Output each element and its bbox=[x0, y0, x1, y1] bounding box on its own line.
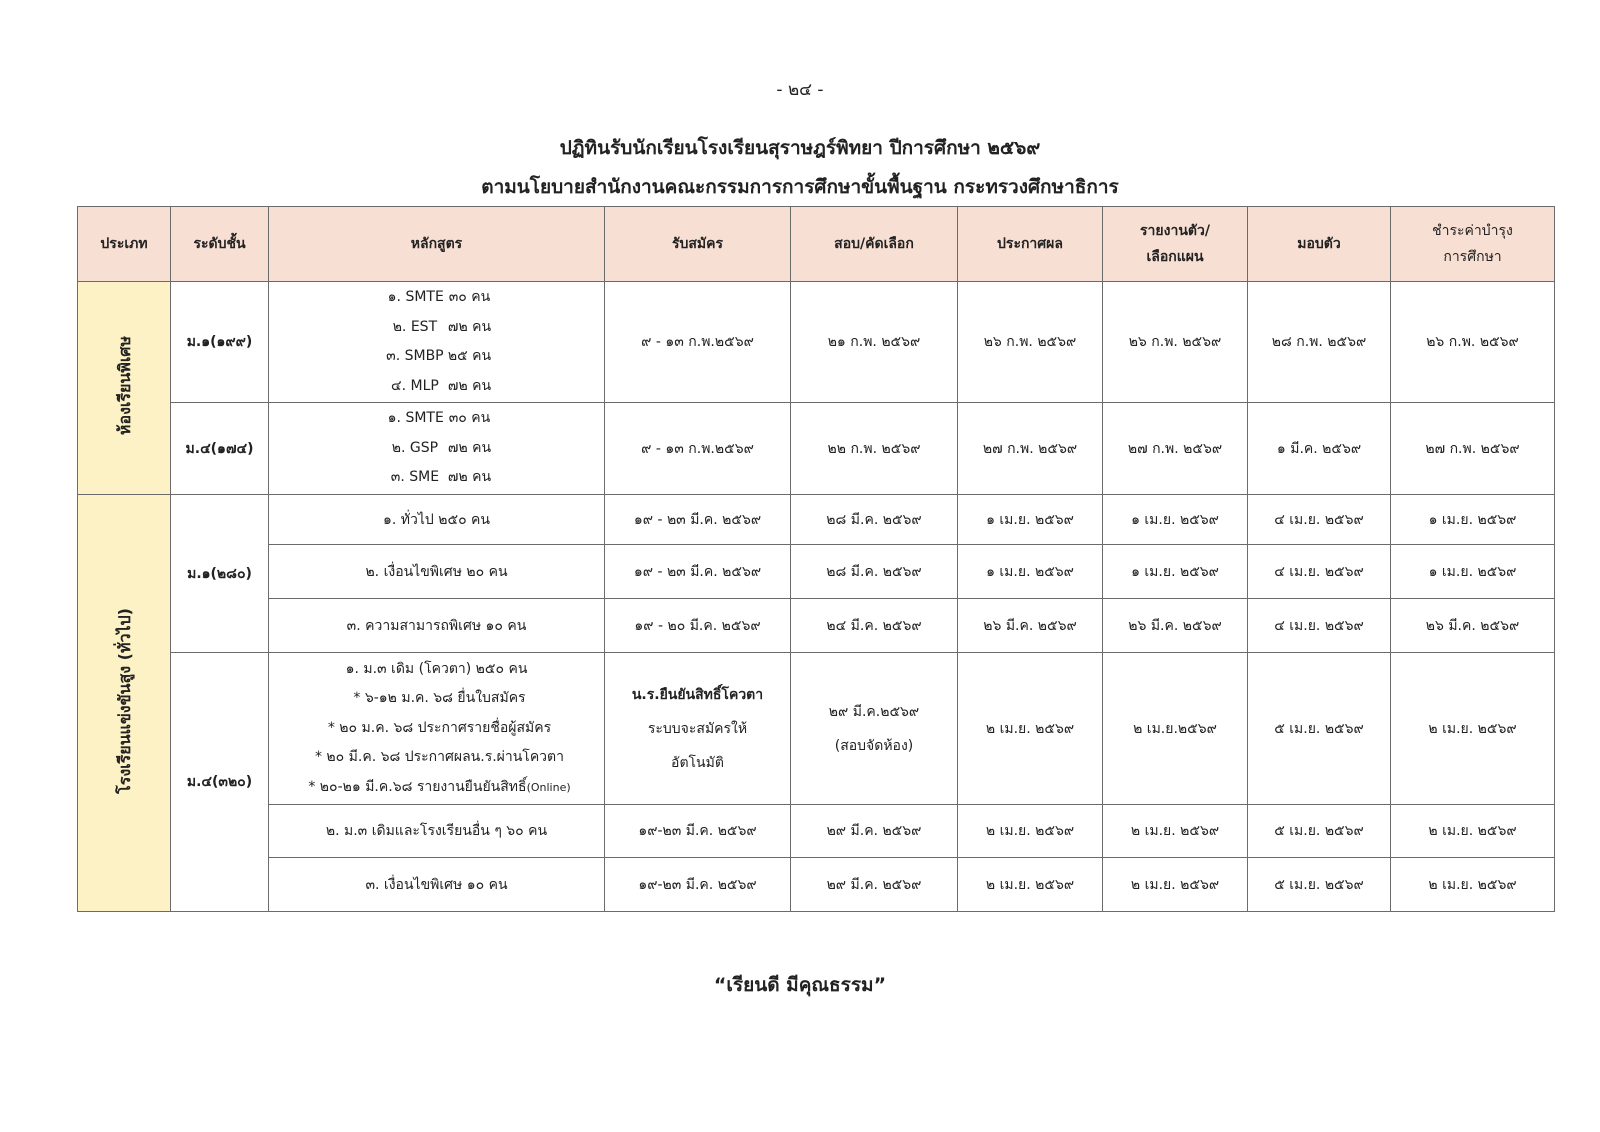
course-note: * ๒๐ ม.ค. ๖๘ ประกาศรายชื่อผู้สมัคร bbox=[327, 719, 552, 736]
header-announce: ประกาศผล bbox=[958, 207, 1103, 282]
fee-date: ๒๖ มี.ค. ๒๕๖๙ bbox=[1391, 599, 1555, 653]
apply-date: ๙ - ๑๓ ก.พ.๒๕๖๙ bbox=[605, 403, 791, 495]
report-date: ๒ เม.ย.๒๕๖๙ bbox=[1103, 653, 1248, 805]
course-note: * ๒๐-๒๑ มี.ค.๖๘ รายงานยืนยันสิทธิ์(Online) bbox=[308, 778, 571, 795]
handover-date: ๑ มี.ค. ๒๕๖๙ bbox=[1248, 403, 1391, 495]
category-general-label: โรงเรียนแข่งขันสูง (ทั่วไป) bbox=[114, 608, 134, 794]
header-course: หลักสูตร bbox=[269, 207, 605, 282]
report-date: ๑ เม.ย. ๒๕๖๙ bbox=[1103, 495, 1248, 545]
handover-date: ๔ เม.ย. ๒๕๖๙ bbox=[1248, 495, 1391, 545]
header-handover: มอบตัว bbox=[1248, 207, 1391, 282]
table-row bbox=[78, 545, 1555, 599]
level-cell: ม.๑(๒๘๐) bbox=[171, 495, 269, 653]
report-date: ๒ เม.ย. ๒๕๖๙ bbox=[1103, 805, 1248, 858]
exam-date: ๒๔ มี.ค. ๒๕๖๙ bbox=[791, 599, 958, 653]
report-date: ๒๖ มี.ค. ๒๕๖๙ bbox=[1103, 599, 1248, 653]
header-level: ระดับชั้น bbox=[171, 207, 269, 282]
announce-date: ๒ เม.ย. ๒๕๖๙ bbox=[958, 653, 1103, 805]
fee-date: ๑ เม.ย. ๒๕๖๙ bbox=[1391, 495, 1555, 545]
handover-date: ๔ เม.ย. ๒๕๖๙ bbox=[1248, 599, 1391, 653]
fee-date: ๒๖ ก.พ. ๒๕๖๙ bbox=[1391, 282, 1555, 403]
document-subtitle: ตามนโยบายสำนักงานคณะกรรมการการศึกษาขั้นพื้นฐาน กระทรวงศึกษาธิการ bbox=[481, 176, 1119, 198]
header-apply: รับสมัคร bbox=[605, 207, 791, 282]
course-item: ๔. MLP ๗๒ คน bbox=[391, 377, 492, 394]
table-row bbox=[78, 858, 1555, 912]
report-date: ๒๗ ก.พ. ๒๕๖๙ bbox=[1103, 403, 1248, 495]
level-cell: ม.๑(๑๙๙) bbox=[171, 282, 269, 403]
exam-date: ๒๙ มี.ค. ๒๕๖๙ bbox=[791, 805, 958, 858]
course-cell bbox=[269, 282, 605, 403]
exam-date: ๒๘ มี.ค. ๒๕๖๙ bbox=[791, 495, 958, 545]
category-general-cell bbox=[78, 495, 171, 912]
header-type: ประเภท bbox=[78, 207, 171, 282]
course-cell bbox=[269, 403, 605, 495]
table-row bbox=[78, 495, 1555, 545]
apply-date: ๑๙-๒๓ มี.ค. ๒๕๖๙ bbox=[605, 858, 791, 912]
announce-date: ๑ เม.ย. ๒๕๖๙ bbox=[958, 545, 1103, 599]
course-item: ๓. SMBP ๒๕ คน bbox=[386, 348, 492, 364]
header-report-line1: รายงานตัว/ bbox=[1140, 223, 1210, 239]
table-row bbox=[78, 599, 1555, 653]
table-row bbox=[78, 403, 1555, 495]
handover-date: ๔ เม.ย. ๒๕๖๙ bbox=[1248, 545, 1391, 599]
course-note: * ๖-๑๒ ม.ค. ๖๘ ยื่นใบสมัคร bbox=[353, 690, 526, 707]
fee-date: ๒ เม.ย. ๒๕๖๙ bbox=[1391, 805, 1555, 858]
table-header-row bbox=[78, 207, 1555, 282]
exam-date: ๒๙ มี.ค. ๒๕๖๙ bbox=[791, 858, 958, 912]
handover-date: ๕ เม.ย. ๒๕๖๙ bbox=[1248, 653, 1391, 805]
announce-date: ๒ เม.ย. ๒๕๖๙ bbox=[958, 858, 1103, 912]
fee-date: ๒ เม.ย. ๒๕๖๙ bbox=[1391, 858, 1555, 912]
fee-date: ๒ เม.ย. ๒๕๖๙ bbox=[1391, 653, 1555, 805]
level-cell: ม.๔(๓๒๐) bbox=[171, 653, 269, 912]
level-cell: ม.๔(๑๗๔) bbox=[171, 403, 269, 495]
course-cell: ๑. ทั่วไป ๒๕๐ คน bbox=[269, 495, 605, 545]
announce-date: ๑ เม.ย. ๒๕๖๙ bbox=[958, 495, 1103, 545]
apply-date: ๑๙ - ๒๐ มี.ค. ๒๕๖๙ bbox=[605, 599, 791, 653]
apply-date: ๙ - ๑๓ ก.พ.๒๕๖๙ bbox=[605, 282, 791, 403]
handover-date: ๕ เม.ย. ๒๕๖๙ bbox=[1248, 805, 1391, 858]
announce-date: ๒๖ ก.พ. ๒๕๖๙ bbox=[958, 282, 1103, 403]
exam-date: ๒๑ ก.พ. ๒๕๖๙ bbox=[791, 282, 958, 403]
course-note: * ๒๐ มี.ค. ๖๘ ประกาศผลน.ร.ผ่านโควตา bbox=[314, 749, 564, 766]
exam-date: ๒๘ มี.ค. ๒๕๖๙ bbox=[791, 545, 958, 599]
course-item: ๑. ม.๓ เดิม (โควตา) ๒๕๐ คน bbox=[345, 660, 528, 677]
course-cell: ๒. ม.๓ เดิมและโรงเรียนอื่น ๆ ๖๐ คน bbox=[269, 805, 605, 858]
report-date: ๑ เม.ย. ๒๕๖๙ bbox=[1103, 545, 1248, 599]
admission-schedule-table bbox=[77, 206, 1555, 912]
handover-date: ๒๘ ก.พ. ๒๕๖๙ bbox=[1248, 282, 1391, 403]
page-number: - ๒๔ - bbox=[776, 80, 824, 100]
apply-auto-note: อัตโนมัติ bbox=[671, 754, 724, 771]
category-special-label: ห้องเรียนพิเศษ bbox=[114, 336, 134, 436]
exam-note: (สอบจัดห้อง) bbox=[834, 737, 914, 754]
apply-date: ๑๙ - ๒๓ มี.ค. ๒๕๖๙ bbox=[605, 495, 791, 545]
header-fee-line2: การศึกษา bbox=[1443, 249, 1502, 265]
table-row bbox=[78, 282, 1555, 403]
header-report bbox=[1103, 207, 1248, 282]
report-date: ๒๖ ก.พ. ๒๕๖๙ bbox=[1103, 282, 1248, 403]
handover-date: ๕ เม.ย. ๒๕๖๙ bbox=[1248, 858, 1391, 912]
apply-cell bbox=[605, 653, 791, 805]
exam-cell bbox=[791, 653, 958, 805]
course-cell bbox=[269, 653, 605, 805]
table-row bbox=[78, 805, 1555, 858]
fee-date: ๒๗ ก.พ. ๒๕๖๙ bbox=[1391, 403, 1555, 495]
announce-date: ๒ เม.ย. ๒๕๖๙ bbox=[958, 805, 1103, 858]
course-item: ๑. SMTE ๓๐ คน bbox=[387, 410, 491, 427]
course-item: ๒. EST ๗๒ คน bbox=[392, 318, 492, 335]
course-cell: ๒. เงื่อนไขพิเศษ ๒๐ คน bbox=[269, 545, 605, 599]
school-motto: “เรียนดี มีคุณธรรม” bbox=[713, 974, 887, 996]
exam-date: ๒๙ มี.ค.๒๕๖๙ bbox=[828, 703, 920, 720]
apply-quota-note: น.ร.ยืนยันสิทธิ์โควตา bbox=[631, 686, 764, 703]
course-item: ๑. SMTE ๓๐ คน bbox=[387, 289, 491, 305]
header-fee-line1: ชำระค่าบำรุง bbox=[1432, 223, 1513, 239]
category-special-cell bbox=[78, 282, 171, 495]
header-report-line2: เลือกแผน bbox=[1146, 249, 1204, 265]
apply-auto-note: ระบบจะสมัครให้ bbox=[647, 720, 748, 737]
table-row bbox=[78, 653, 1555, 805]
report-date: ๒ เม.ย. ๒๕๖๙ bbox=[1103, 858, 1248, 912]
announce-date: ๒๗ ก.พ. ๒๕๖๙ bbox=[958, 403, 1103, 495]
apply-date: ๑๙ - ๒๓ มี.ค. ๒๕๖๙ bbox=[605, 545, 791, 599]
document-title: ปฏิทินรับนักเรียนโรงเรียนสุราษฎร์พิทยา ปีการศึกษา ๒๕๖๙ bbox=[559, 137, 1041, 159]
header-exam: สอบ/คัดเลือก bbox=[791, 207, 958, 282]
course-cell: ๓. ความสามารถพิเศษ ๑๐ คน bbox=[269, 599, 605, 653]
fee-date: ๑ เม.ย. ๒๕๖๙ bbox=[1391, 545, 1555, 599]
header-fee bbox=[1391, 207, 1555, 282]
course-item: ๓. SME ๗๒ คน bbox=[390, 469, 492, 486]
exam-date: ๒๒ ก.พ. ๒๕๖๙ bbox=[791, 403, 958, 495]
announce-date: ๒๖ มี.ค. ๒๕๖๙ bbox=[958, 599, 1103, 653]
course-cell: ๓. เงื่อนไขพิเศษ ๑๐ คน bbox=[269, 858, 605, 912]
apply-date: ๑๙-๒๓ มี.ค. ๒๕๖๙ bbox=[605, 805, 791, 858]
course-item: ๒. GSP ๗๒ คน bbox=[391, 439, 492, 456]
